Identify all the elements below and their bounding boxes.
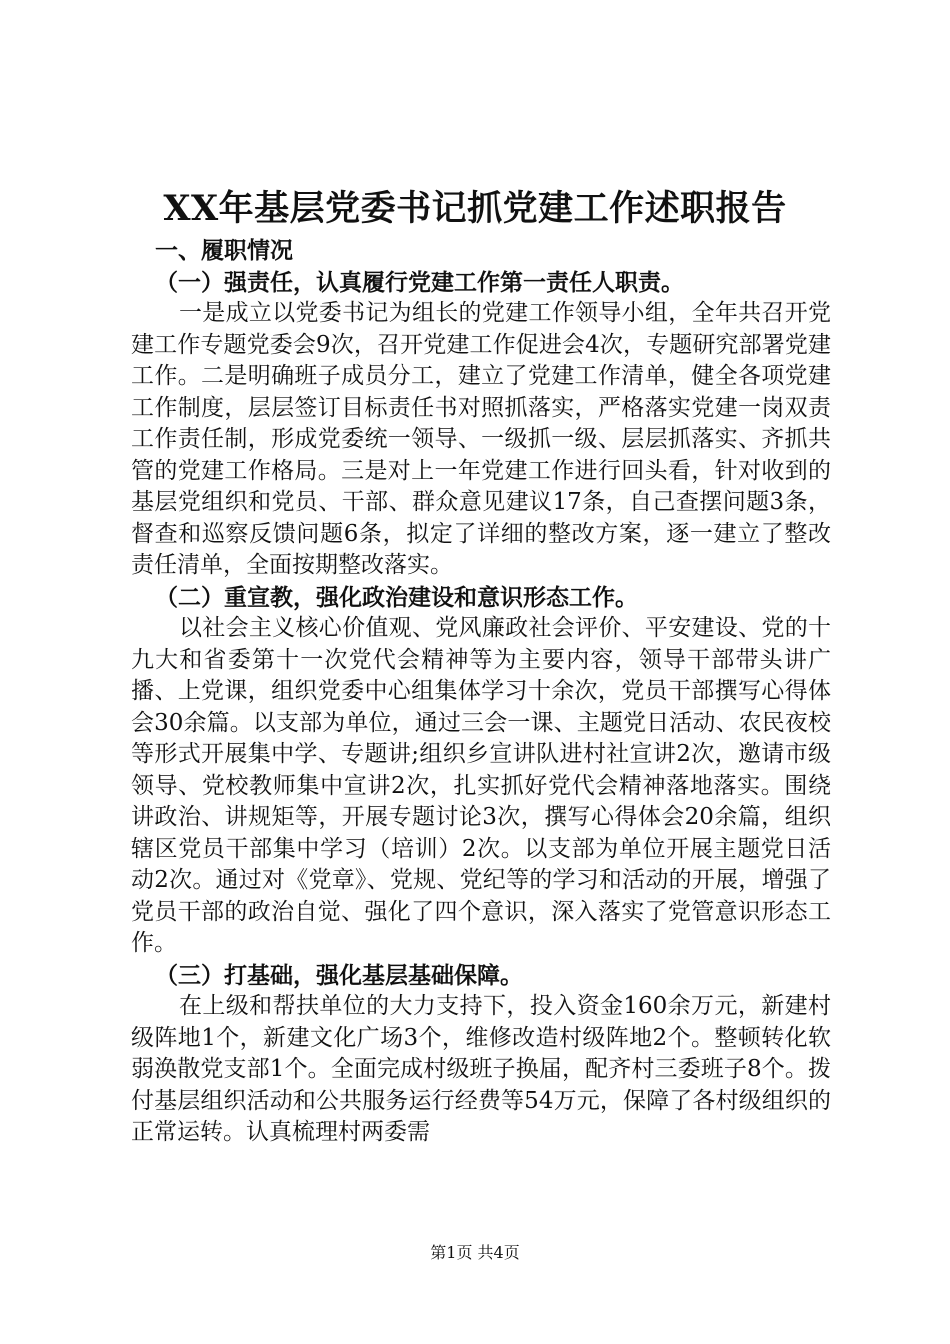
subsection-heading-2: （二）重宣教，强化政治建设和意识形态工作。 xyxy=(155,583,638,611)
page-number-footer: 第1页 共4页 xyxy=(430,1243,520,1262)
paragraph-3: 在上级和帮扶单位的大力支持下，投入资金160余万元，新建村级阵地1个，新建文化广场3个，维修改造村级阵地2个。整顿转化软弱涣散党支部1个。全面完成村级班子换届，配齐村三委班子8个。拨付基层组织活动和公共服务运行经费等54万元，保障了各村级组织的正常运转。认真梳理村两委需 xyxy=(131,993,831,1145)
document-body xyxy=(131,235,831,1149)
paragraph-2: 以社会主义核心价值观、党风廉政社会评价、平安建设、党的十九大和省委第十一次党代会精神等为主要内容，领导干部带头讲广播、上党课，组织党委中心组集体学习十余次，党员干部撰写心得体会30余篇。以支部为单位，通过三会一课、主题党日活动、农民夜校等形式开展集中学、专题讲;组织乡宣讲队进村社宣讲2次，邀请市级领导、党校教师集中宣讲2次，扎实抓好党代会精神落地落实。围绕讲政治、讲规矩等，开展专题讨论3次，撰写心得体会20余篇，组织辖区党员干部集中学习（培训）2次。以支部为单位开展主题党日活动2次。通过对《党章》、党规、党纪等的学习和活动的开展，增强了党员干部的政治自觉、强化了四个意识，深入落实了党管意识形态工作。 xyxy=(131,615,831,956)
section-heading-1: 一、履职情况 xyxy=(155,237,293,264)
subsection-heading-3: （三）打基础，强化基层基础保障。 xyxy=(155,961,523,989)
document-title: XX年基层党委书记抓党建工作述职报告 xyxy=(163,188,787,229)
subsection-heading-1: （一）强责任，认真履行党建工作第一责任人职责。 xyxy=(155,268,684,296)
paragraph-1: 一是成立以党委书记为组长的党建工作领导小组，全年共召开党建工作专题党委会9次，召开党建工作促进会4次，专题研究部署党建工作。二是明确班子成员分工，建立了党建工作清单，健全各项党建工作制度，层层签订目标责任书对照抓落实，严格落实党建一岗双责工作责任制，形成党委统一领导、一级抓一级、层层抓落实、齐抓共管的党建工作格局。三是对上一年党建工作进行回头看，针对收到的基层党组织和党员、干部、群众意见建议17条，自己查摆问题3条，督查和巡察反馈问题6条，拟定了详细的整改方案，逐一建立了整改责任清单，全面按期整改落实。 xyxy=(131,300,831,578)
